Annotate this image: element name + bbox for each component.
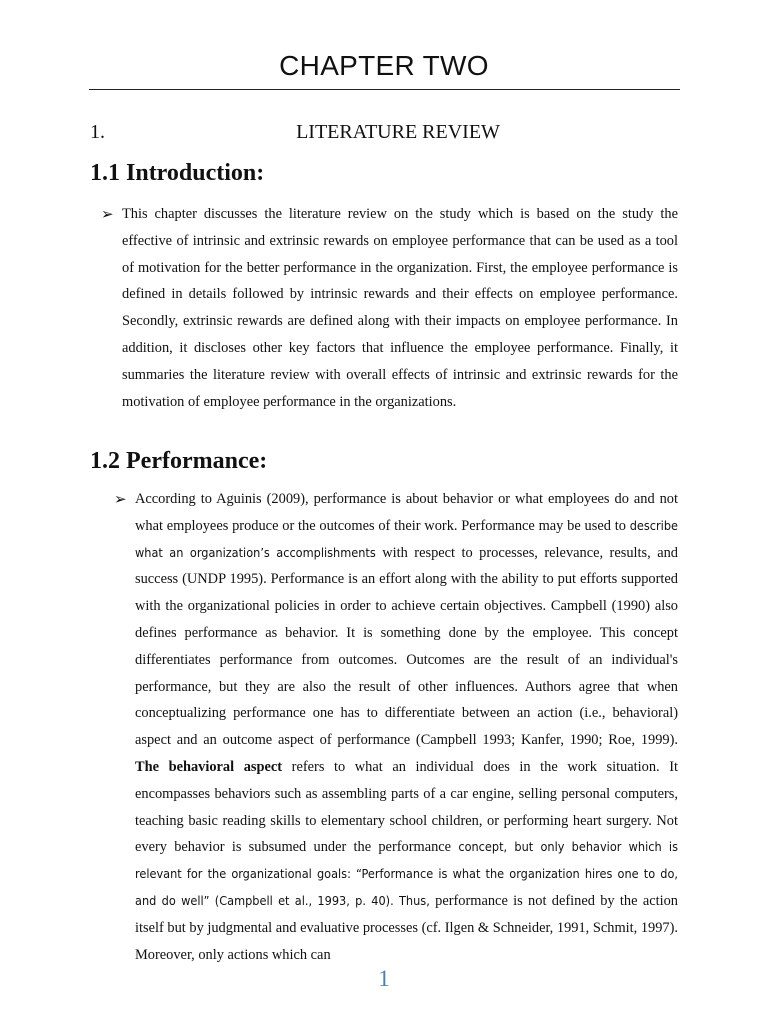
behavioral-aspect-term: The behavioral aspect [135,758,283,775]
bullet-arrow-icon: ➢ [114,492,127,508]
introduction-paragraph: This chapter discusses the literature review on the study which is based on the study the effective of intrinsic and extrinsic rewards on employee performance that can be used as a tool of motivation for the better performance in the organization. First, the employee performance is defined in details followed by intrinsic rewards and their effects on employee performance. Secondly, extrinsic rewards are defined along with their impacts on employee performance. In addition, it discloses other key factors that influence the employee performance. Finally, it summaries the literature review with overall effects of intrinsic and extrinsic rewards for the motivation of employee performance in the organizations. [122,206,678,410]
performance-text-5: concept, but only behavior which is relevant for the organizational goals: “Performance is what the organization hires one to do, and do well” (Campbell et al., 1993, p. 40). Thus, [135,839,678,908]
chapter-title: CHAPTER TWO [279,50,489,81]
performance-text-6: performance is not defined by the action itself but by judgmental and evaluative processes (cf. Ilgen & Schneider, 1991, Schmit, 1997). Moreover, only actions which can [135,892,678,963]
page-number: 1 [378,966,390,991]
performance-text-3: with respect to processes, relevance, results, and success (UNDP 1995). Performance is an effort along with the ability to put efforts supported with the organizational policies in order to achieve certain objectives. Campbell (1990) also defines performance as behavior. It is something done by the employee. This concept differentiates performance from outcomes. Outcomes are the result of an individual's performance, but they are also the result of other influences. Authors agree that when conceptualizing performance one has to differentiate between an action (i.e., behavioral) aspect and an outcome aspect of performance (Campbell 1993; Kanfer, 1990; Roe, 1999). [135,544,678,749]
performance-text-4: refers to what an individual does in the work situation. It encompasses behaviors such as assembling parts of a car engine, selling personal computers, teaching basic reading skills to elementary school children, or performing heart surgery. Not every behavior is subsumed under the performance [135,758,679,856]
bullet-arrow-icon: ➢ [101,207,114,223]
title-underline [89,89,680,90]
introduction-heading: 1.1 Introduction: [90,160,265,186]
performance-text-2: describe what an organization’s accomplishments [135,517,678,560]
performance-heading: 1.2 Performance: [90,448,268,474]
performance-text-1: According to Aguinis (2009), performance is about behavior or what employees do and not what employees produce or the outcomes of their work. Performance may be used to [135,491,678,534]
section-number: 1. [90,121,105,143]
section-title: LITERATURE REVIEW [296,121,500,143]
performance-paragraph [135,486,678,968]
